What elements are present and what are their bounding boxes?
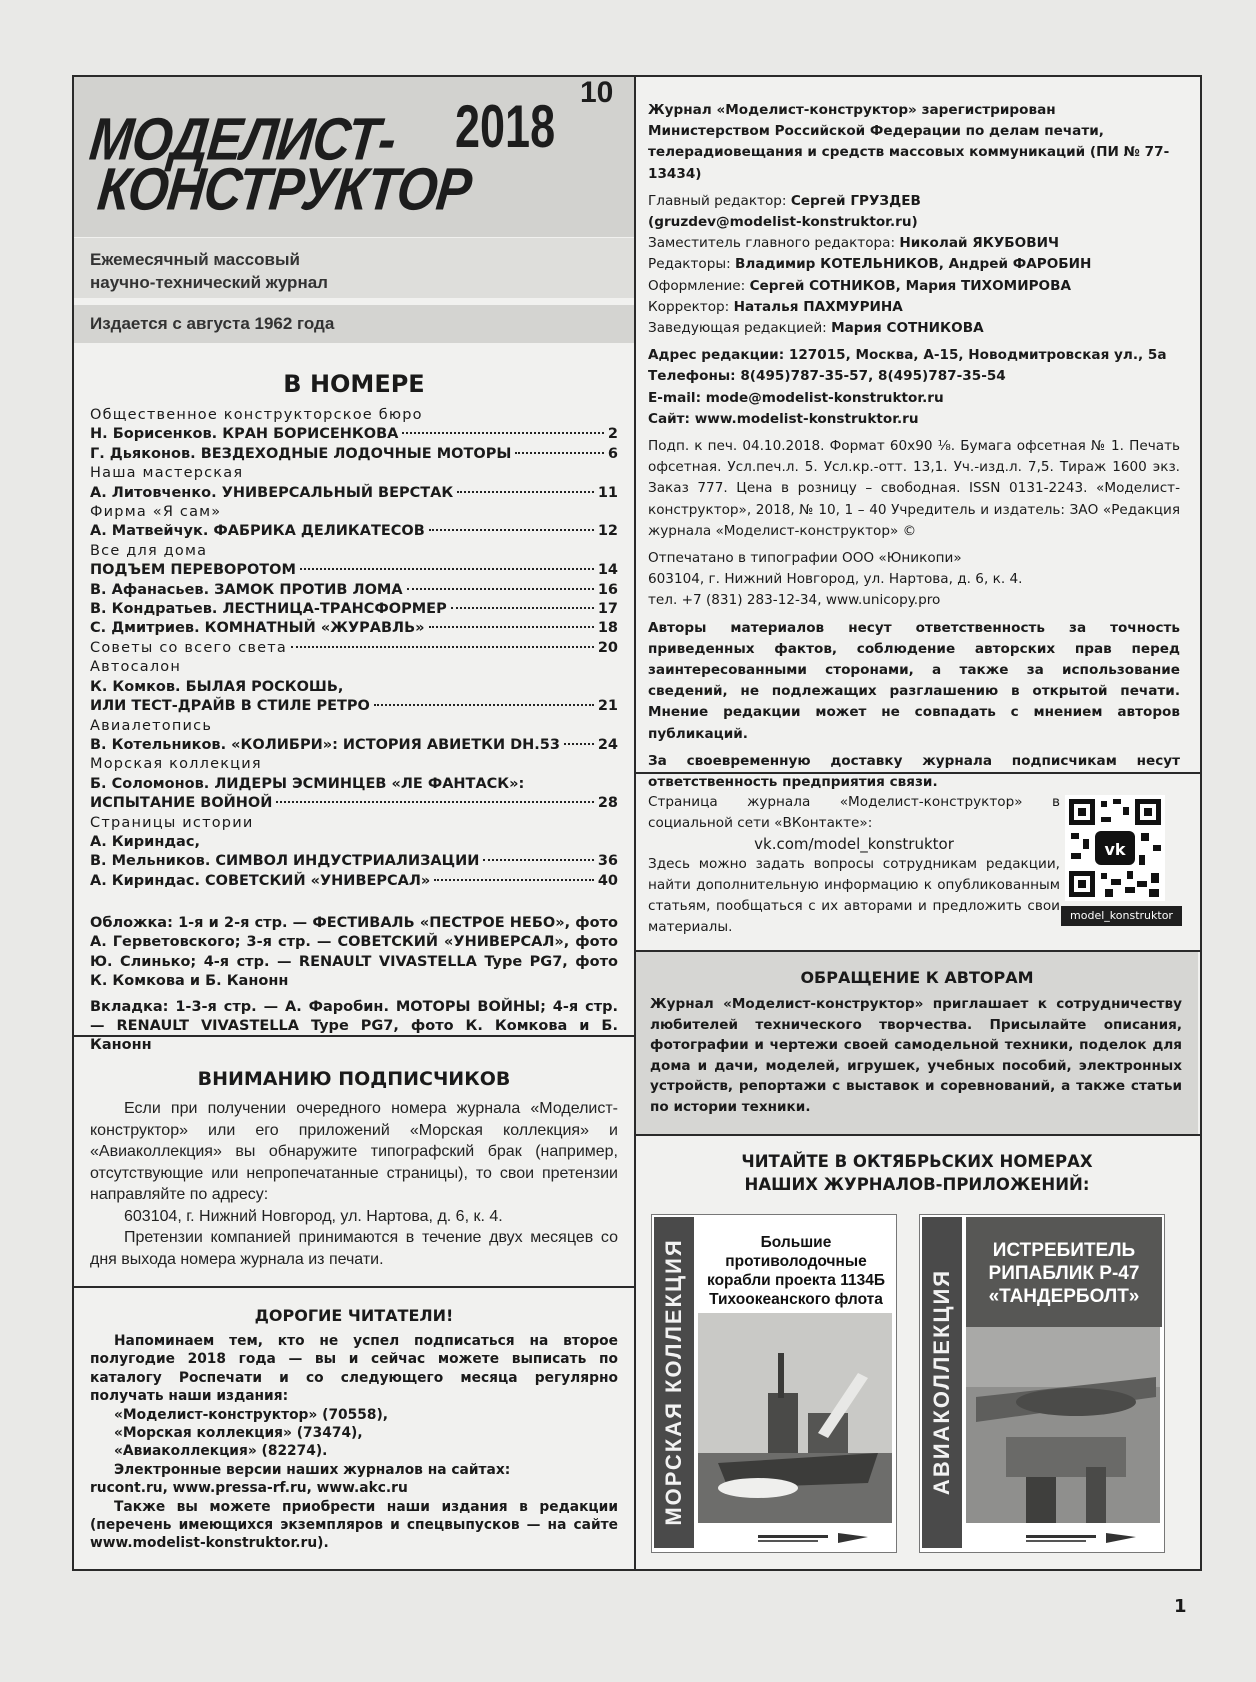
- aircraft-photo: [966, 1327, 1160, 1523]
- toc-entry-line[interactable]: А. Кириндас,: [90, 833, 200, 850]
- toc-section: Страницы истории: [90, 814, 254, 831]
- editorial-address: Адрес редакции: 127015, Москва, А-15, Новодмитровская ул., 5а: [648, 347, 1167, 364]
- toc-entry-line[interactable]: К. Комков. БЫЛАЯ РОСКОШЬ,: [90, 678, 344, 695]
- ship-photo: [698, 1313, 892, 1523]
- qr-code[interactable]: [1065, 795, 1165, 901]
- imprint: [648, 100, 1180, 799]
- cover-spine: МОРСКАЯ КОЛЛЕКЦИЯ: [654, 1217, 694, 1548]
- cover-spine: АВИАКОЛЛЕКЦИЯ: [922, 1217, 962, 1548]
- toc-entry[interactable]: В. Котельников. «КОЛИБРИ»: ИСТОРИЯ АВИЕТКИ DH.53 24: [90, 736, 618, 753]
- cover-footer: [966, 1527, 1162, 1549]
- toc-entry[interactable]: А. Матвейчук. ФАБРИКА ДЕЛИКАТЕСОВ 12: [90, 523, 618, 540]
- toc-entry[interactable]: А. Кириндас. СОВЕТСКИЙ «УНИВЕРСАЛ» 40: [90, 872, 618, 889]
- toc-section: Все для дома: [90, 542, 208, 559]
- toc-entry[interactable]: С. Дмитриев. КОМНАТНЫЙ «ЖУРАВЛЬ» 18: [90, 620, 618, 637]
- subscribers-title: ВНИМАНИЮ ПОДПИСЧИКОВ: [197, 1068, 511, 1090]
- divider-left-2: [72, 1286, 636, 1288]
- aircraft-image: [966, 1327, 1160, 1523]
- toc-title: В НОМЕРЕ: [283, 370, 425, 398]
- toc-entry[interactable]: Н. Борисенков. КРАН БОРИСЕНКОВА 2: [90, 426, 618, 443]
- logo-line2: КОНСТРУКТОР: [94, 156, 474, 224]
- toc-entry[interactable]: А. Литовченко. УНИВЕРСАЛЬНЫЙ ВЕРСТАК 11: [90, 484, 618, 501]
- delivery-note: За своевременную доставку журнала подписчикам несут ответственность предприятия связи.: [648, 752, 1180, 791]
- issue-year: 2018: [455, 93, 556, 160]
- staff-design: Оформление: Сергей СОТНИКОВ, Мария ТИХОМИРОВА: [648, 277, 1071, 294]
- cover-aviakollektsiya[interactable]: [919, 1214, 1165, 1553]
- ship-image: [698, 1313, 892, 1523]
- staff-deputy: Заместитель главного редактора: Николай ЯКУБОВИЧ: [648, 235, 1059, 252]
- authors-appeal: Журнал «Моделист-конструктор» приглашает к сотрудничеству любителей технического творчества. Присылайте описания, фотографии и чертежи своей самодельной техники, поделок для дома и дачи, моделей, игрушек, учебных пособий, электронных устройств, репортажи с выставок и соревнований, а также статьи по истории техники.: [650, 996, 1182, 1115]
- cover-morskaya-kollektsiya[interactable]: [651, 1214, 897, 1553]
- toc-entry[interactable]: Г. Дьяконов. ВЕЗДЕХОДНЫЕ ЛОДОЧНЫЕ МОТОРЫ 6: [90, 445, 618, 462]
- magazine-subtitle: Ежемесячный массовый научно-технический журнал: [90, 250, 328, 292]
- column-divider: [634, 75, 636, 1569]
- insert-credit: Вкладка: 1-3-я стр. — А. Фаробин. МОТОРЫ ВОЙНЫ; 4-я стр. — RENAULT VIVASTELLA Type PG7, фото К. Комкова и Б. Канонн: [90, 998, 618, 1054]
- subscribers-notice: Если при получении очередного номера журнала «Моделист-конструктор» или его приложений «Морская коллекция» и «Авиаколлекция» вы обнаружите типографский брак (например, отсутствующие или непропечатанные страницы), то свои претензии направляйте по адресу: 603104, г. Нижний Новгород, ул. Нартова, д. 6, к. 4. Претензии компанией принимаются в течение двух месяцев со дня выхода номера журнала из печати.: [90, 1100, 618, 1268]
- toc-entry[interactable]: ИЛИ ТЕСТ-ДРАЙВ В СТИЛЕ РЕТРО 21: [90, 698, 618, 715]
- readers-title: ДОРОГИЕ ЧИТАТЕЛИ!: [254, 1306, 454, 1325]
- editorial-phones: Телефоны: 8(495)787-35-57, 8(495)787-35-54: [648, 368, 1006, 385]
- cover-credits: [90, 914, 618, 1062]
- printed-tel: тел. +7 (831) 283-12-34, www.unicopy.pro: [648, 592, 941, 609]
- toc-entry[interactable]: В. Афанасьев. ЗАМОК ПРОТИВ ЛОМА 16: [90, 581, 618, 598]
- readers-notice: Напоминаем тем, кто не успел подписаться на второе полугодие 2018 года — вы и сейчас можете выписать по каталогу Роспечати и со следующего месяца регулярно получать наши издания: «Моделист-конструктор» (70558), «Морская коллекция» (73474), «Авиаколлекция» (82274). Электронные версии наших журналов на сайтах: rucont.ru, www.pressa-rf.ru, www.akc.ru Также вы можете приобрести наши издания в редакции (перечень имеющихся экземпляров и спецвыпусков — на сайте www.modelist-konstruktor.ru).: [90, 1333, 618, 1552]
- print-details: Подп. к печ. 04.10.2018. Формат 60х90 ⅛. Бумага офсетная № 1. Печать офсетная. Усл.печ.л. 5. Усл.кр.-отт. 13,1. Уч.-изд.л. 7,5. Тираж 1600 экз. Заказ 777. Цена в розницу – свободная. ISSN 0131-2243. «Моделист-конструктор», 2018, № 10, 1 – 40 Учредитель и издатель: ЗАО «Редакция журнала «Моделист-конструктор» ©: [648, 438, 1180, 539]
- cover-headline: Большие противолодочные корабли проекта 1134Б Тихоокеанского флота: [707, 1234, 885, 1308]
- toc-entry[interactable]: В. Мельников. СИМВОЛ ИНДУСТРИАЛИЗАЦИИ 36: [90, 853, 618, 870]
- qr-code-icon: [1065, 795, 1165, 901]
- disclaimer: Авторы материалов несут ответственность за точность приведенных фактов, соблюдение авторских прав перед заинтересованными сторонами, а также за использование сведений, не подлежащих разглашению в открытой печати. Мнение редакции может не совпадать с мнением авторов публикаций.: [648, 619, 1180, 742]
- issue-number: 10: [580, 76, 614, 109]
- read-more-title: ЧИТАЙТЕ В ОКТЯБРЬСКИХ НОМЕРАХ НАШИХ ЖУРНАЛОВ-ПРИЛОЖЕНИЙ:: [741, 1152, 1093, 1194]
- editorial-email[interactable]: E-mail: mode@modelist-konstruktor.ru: [648, 389, 944, 406]
- staff-editors: Редакторы: Владимир КОТЕЛЬНИКОВ, Андрей ФАРОБИН: [648, 256, 1092, 273]
- page-number: 1: [1174, 1596, 1187, 1617]
- published-since: Издается с августа 1962 года: [90, 314, 335, 333]
- cover-footer: [698, 1527, 894, 1549]
- toc-section: Общественное конструкторское бюро: [90, 407, 423, 423]
- svg-text:vk: vk: [1104, 840, 1126, 859]
- vk-block: Страница журнала «Моделист-конструктор» в социальной сети «ВКонтакте»: vk.com/model_konstruktor Здесь можно задать вопросы сотрудникам редакции, найти дополнительную информацию к опубликованным статьям, пообщаться с их авторами и предложить свои материалы.: [648, 794, 1060, 935]
- chief-email[interactable]: (gruzdev@modelist-konstruktor.ru): [648, 214, 918, 231]
- toc-section: Наша мастерская: [90, 465, 244, 482]
- authors-title: ОБРАЩЕНИЕ К АВТОРАМ: [800, 968, 1034, 987]
- logo-line1: МОДЕЛИСТ-: [86, 106, 399, 174]
- toc-section: Авиалетопись: [90, 717, 213, 734]
- toc-entry[interactable]: ИСПЫТАНИЕ ВОЙНОЙ 28: [90, 795, 618, 812]
- vk-link[interactable]: vk.com/model_konstruktor: [754, 834, 954, 853]
- table-of-contents: [90, 406, 618, 891]
- cover-headline: ИСТРЕБИТЕЛЬ РИПАБЛИК Р-47 «ТАНДЕРБОЛТ»: [988, 1240, 1140, 1307]
- toc-section: Фирма «Я сам»: [90, 504, 222, 521]
- staff-proofreader: Корректор: Наталья ПАХМУРИНА: [648, 298, 903, 315]
- printed-address: 603104, г. Нижний Новгород, ул. Нартова, д. 6, к. 4.: [648, 571, 1023, 588]
- qr-label: model_konstruktor: [1061, 906, 1182, 926]
- staff-chief: Главный редактор: Сергей ГРУЗДЕВ: [648, 192, 921, 209]
- cover-credit: Обложка: 1-я и 2-я стр. — ФЕСТИВАЛЬ «ПЕСТРОЕ НЕБО», фото А. Герветовского; 3-я стр. — СОВЕТСКИЙ «УНИВЕРСАЛ», фото Ю. Слинько; 4-я стр. — RENAULT VIVASTELLA Type PG7, фото К. Комкова и Б. Канонн: [90, 915, 618, 990]
- toc-entry[interactable]: ПОДЪЕМ ПЕРЕВОРОТОМ 14: [90, 562, 618, 579]
- registration: Журнал «Моделист-конструктор» зарегистрирован Министерством Российской Федерации по делам печати, телерадиовещания и средств массовых коммуникаций (ПИ № 77-13434): [648, 102, 1170, 182]
- toc-entry[interactable]: Советы со всего света 20: [90, 639, 618, 656]
- toc-entry[interactable]: В. Кондратьев. ЛЕСТНИЦА-ТРАНСФОРМЕР 17: [90, 601, 618, 618]
- divider-right-3: [634, 1134, 1200, 1136]
- editorial-site[interactable]: Сайт: www.modelist-konstruktor.ru: [648, 410, 919, 427]
- readers-sites-link[interactable]: rucont.ru, www.pressa-rf.ru, www.akc.ru: [90, 1480, 408, 1497]
- printed-at: Отпечатано в типографии ООО «Юникопи»: [648, 550, 962, 567]
- toc-section: Морская коллекция: [90, 756, 262, 773]
- staff-head: Заведующая редакцией: Мария СОТНИКОВА: [648, 320, 984, 337]
- toc-section: Автосалон: [90, 659, 182, 676]
- toc-entry-line[interactable]: Б. Соломонов. ЛИДЕРЫ ЭСМИНЦЕВ «ЛЕ ФАНТАСК»:: [90, 775, 525, 792]
